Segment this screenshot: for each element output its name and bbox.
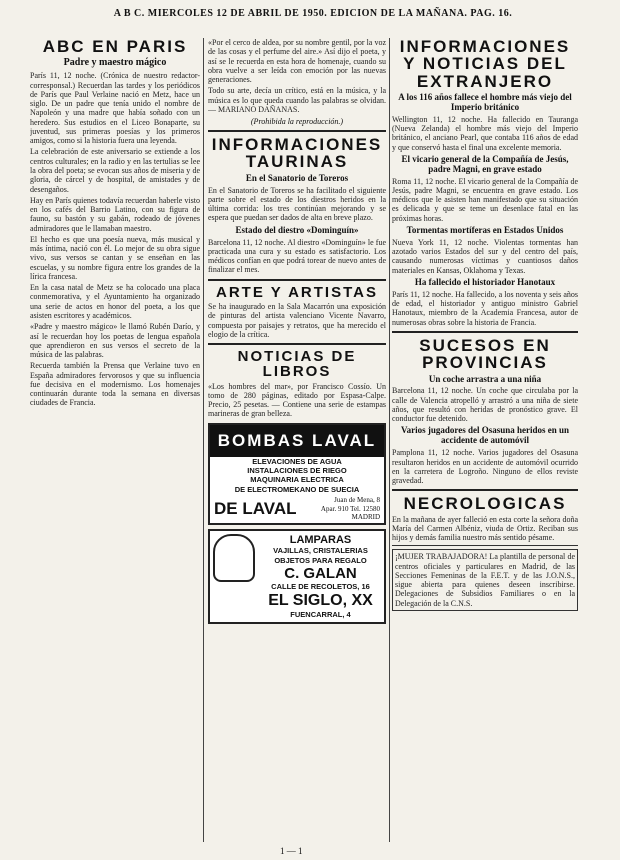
column-divider-1 [203,38,204,842]
notice-box: ¡MUJER TRABAJADORA! La plantilla de personal de centros oficiales y particulares en Madrid, de las Secciones Femeninas de la F.E.T. y de las J.O.N.S., sigue abierta para quienes deseen inscribirse. Delegaciones de Subsidios Familiares o en la Delegación de la C.N.S. [392,549,578,611]
ad-brand-title: BOMBAS LAVAL [210,425,384,457]
section-rule [208,343,386,345]
ad2-store: EL SIGLO, XX [268,591,373,609]
paragraph: Recuerda también la Prensa que Verlaine tuvo en España admiradores fervorosos y que su influencia fue decisiva en el modernismo. Los homenajes continuarán durante toda la semana en diversas ciudades de Francia. [30,361,200,408]
paragraph: Todo su arte, decía un crítico, está en la música, y la música es lo que queda cuando las palabras se olvidan. — MARIANO DAÑANAS. [208,86,386,114]
section-rule [392,331,578,333]
ad-footer-row [210,494,384,523]
paragraph: Barcelona 11, 12 noche. Al diestro «Dominguín» le fue practicada una cura y su estado es satisfactorio. Los médicos confían en que podrá torear de nuevo antes de finalizar el mes. [208,237,386,275]
advertisement-galan [208,529,386,624]
paragraph: En la mañana de ayer falleció en esta corte la señora doña María del Carmen Albéniz, viuda de Ortiz. Reciban sus hijos y demás familia nuestro más sentido pésame. [392,514,578,543]
ad-brand-bottom: DE LAVAL [214,498,297,518]
section-title-necrologicas: NECROLOGICAS [403,494,567,514]
section-title-foreign: INFORMACIONES Y NOTICIAS DEL EXTRANJERO [399,38,571,91]
paragraph: Nueva York 11, 12 noche. Violentas tormentas han azotado varios Estados del sur y del centro del país, causando numerosas víctimas y cuantiosos daños materiales en Kansas, Oklahoma y Texas. [392,237,578,275]
article-title-paris: ABC EN PARIS [42,38,188,56]
subheading: En el Sanatorio de Toreros [245,172,349,183]
column-paris-chronicle [30,38,200,842]
subheading: A los 116 años fallece el hombre más viejo del Imperio británico [398,91,572,112]
section-rule [208,130,386,132]
paragraph: «Por el cerco de aldea, por su nombre gentil, por la voz de las cosas y el perfume del aire.» Así dijo el poeta, y así se le recuerda en esta hora de homenaje, cuando su obra vuelve a ser leída con emoción por las nuevas generaciones. [208,38,386,85]
advertisement-laval [208,423,386,526]
paragraph: Hay en París quienes todavía recuerdan haberle visto en los cafés del Barrio Latino, con su figura de fauno, su bastón y su gabán, rodeado de jóvenes admiradores que le llamaban maestro. [30,195,200,233]
subheading: Varios jugadores del Osasuna heridos en un accidente de automóvil [400,425,570,446]
subheading: Tormentas mortíferas en Estados Unidos [406,224,564,235]
ad-line: MAQUINARIA ELECTRICA [250,475,344,485]
paragraph: Wellington 11, 12 noche. Ha fallecido en Tauranga (Nueva Zelanda) el hombre más viejo del Imperio británico, el anciano Pearl, que contaba 116 años de edad y que conservó hasta el final una excelente memoria. [392,114,578,152]
subheading: Ha fallecido el historiador Hanotaux [414,276,556,287]
paragraph: En el Sanatorio de Toreros se ha facilitado el siguiente parte sobre el estado de los diestros heridos en la última corrida: los tres continúan mejorando y se espera que puedan ser dados de alta en breve plazo. [208,185,386,223]
section-title-sucesos: SUCESOS EN PROVINCIAS [419,335,551,373]
paragraph: Roma 11, 12 noche. El vicario general de la Compañía de Jesús, padre Magni, se encuentra en grave estado. Los médicos que le asisten han manifestado que su situación es delicada y que se teme un desenlace fatal en las próximas horas. [392,176,578,223]
ad-address-line: Juan de Mena, 8 [334,496,380,505]
paragraph: Se ha inaugurado en la Sala Macarrón una exposición de pinturas del artista valenciano Vicente Navarro, compuesta por paisajes y retratos, que ha merecido el elogio de la crítica. [208,301,386,339]
ad-line: OBJETOS PARA REGALO [274,555,367,565]
ad-address-line: MADRID [351,512,380,521]
ad-address-line: Apar. 910 Tel. 12580 [320,504,380,513]
section-rule [208,279,386,281]
paragraph: El hecho es que una poesía nueva, más musical y más íntima, nació con él. Lo mejor de su obra sigue vivo, sus versos se cantan y se enseñan en las escuelas, y su nombre figura entre los grandes de la lírica francesa. [30,234,200,281]
ad-line: VAJILLAS, CRISTALERIAS [273,546,368,556]
section-title-arts: ARTE Y ARTISTAS [216,283,378,301]
subheading: El vicario general de la Compañía de Jesús, padre Magni, en grave estado [401,153,569,174]
paragraph: «Padre y maestro mágico» le llamó Rubén Darío, y así le recuerdan hoy los poetas de lengua española que aprendieron en sus versos el secreto de la música de las palabras. [30,322,200,360]
section-title-books: NOTICIAS DE LIBROS [237,348,357,381]
lamp-icon [213,534,255,582]
article-subtitle-paris: Padre y maestro mágico [63,57,167,69]
ad2-text [260,534,381,619]
section-rule [392,545,578,546]
ad-address [321,496,380,521]
ad-line: ELEVACIONES DE AGUA [252,456,342,466]
paragraph: París 11, 12 noche. (Crónica de nuestro redactor-corresponsal.) Recuerdan las tardes y los periódicos de París que Paul Verlaine nació en Metz, hace un siglo. De un padre que tenía unido el nombre de Napoleón y una madre que había soñado con un heredero. Sus estudios en el Liceo Bonaparte, su juventud, sus primeras poesías y los primeros amigos, como si la historia fuera una leyenda. [30,71,200,146]
page-header: A B C. MIERCOLES 12 DE ABRIL DE 1950. EDICION DE LA MAÑANA. PAG. 16. [113,8,513,19]
paragraph: París 11, 12 noche. Ha fallecido, a los noventa y seis años de edad, el historiador y antiguo ministro Gabriel Hanotaux, miembro de la Academia Francesa, autor de numerosas obras sobre la historia de Francia. [392,289,578,327]
section-title-bullfight: INFORMACIONES TAURINAS [211,135,383,172]
paragraph: Barcelona 11, 12 noche. Un coche que circulaba por la calle de Valencia atropelló y arrastró a una niña de siete años, que resultó con heridas de pronóstico grave. El conductor fue detenido. [392,386,578,424]
subheading: Un coche arrastra a una niña [428,373,542,384]
column-middle [208,38,386,842]
paragraph: Pamplona 11, 12 noche. Varios jugadores del Osasuna resultaron heridos en un accidente de automóvil ocurrido en la carretera de Logroño. Ninguno de ellos reviste gravedad. [392,448,578,486]
page-footer: 1 — 1 [280,846,303,856]
ad2-row [210,531,384,622]
rights-note: (Prohibida la reproducción.) [250,117,344,127]
ad2-address: CALLE DE RECOLETOS, 16 [271,582,370,592]
subheading: Estado del diestro «Dominguín» [235,224,359,235]
column-foreign-news [392,38,578,842]
ad2-street: FUENCARRAL, 4 [290,609,351,619]
paragraph: «Los hombres del mar», por Francisco Cossío. Un tomo de 280 páginas, editado por Espasa-Calpe. Precio, 25 pesetas. — Contiene una serie de estampas marineras de gran belleza. [208,381,386,419]
ad2-title: LAMPARAS [289,534,352,547]
section-rule [392,489,578,491]
paragraph: En la casa natal de Metz se ha colocado una placa conmemorativa, y el Ayuntamiento ha organizado una serie de actos en honor del poeta, a los que asisten escritores y académicos. [30,283,200,320]
column-divider-2 [389,38,390,842]
ad-line: INSTALACIONES DE RIEGO [247,466,347,476]
ad2-name: C. GALAN [284,565,357,583]
paragraph: La celebración de este aniversario se extiende a los centros culturales; en la radio y en las tertulias se lee la obra del poeta; se evocan sus años de miseria y de gloria, de cárcel y de hospital, de amistades y de desengaños. [30,147,200,194]
ad-line: DE ELECTROMEKANO DE SUECIA [234,484,360,494]
